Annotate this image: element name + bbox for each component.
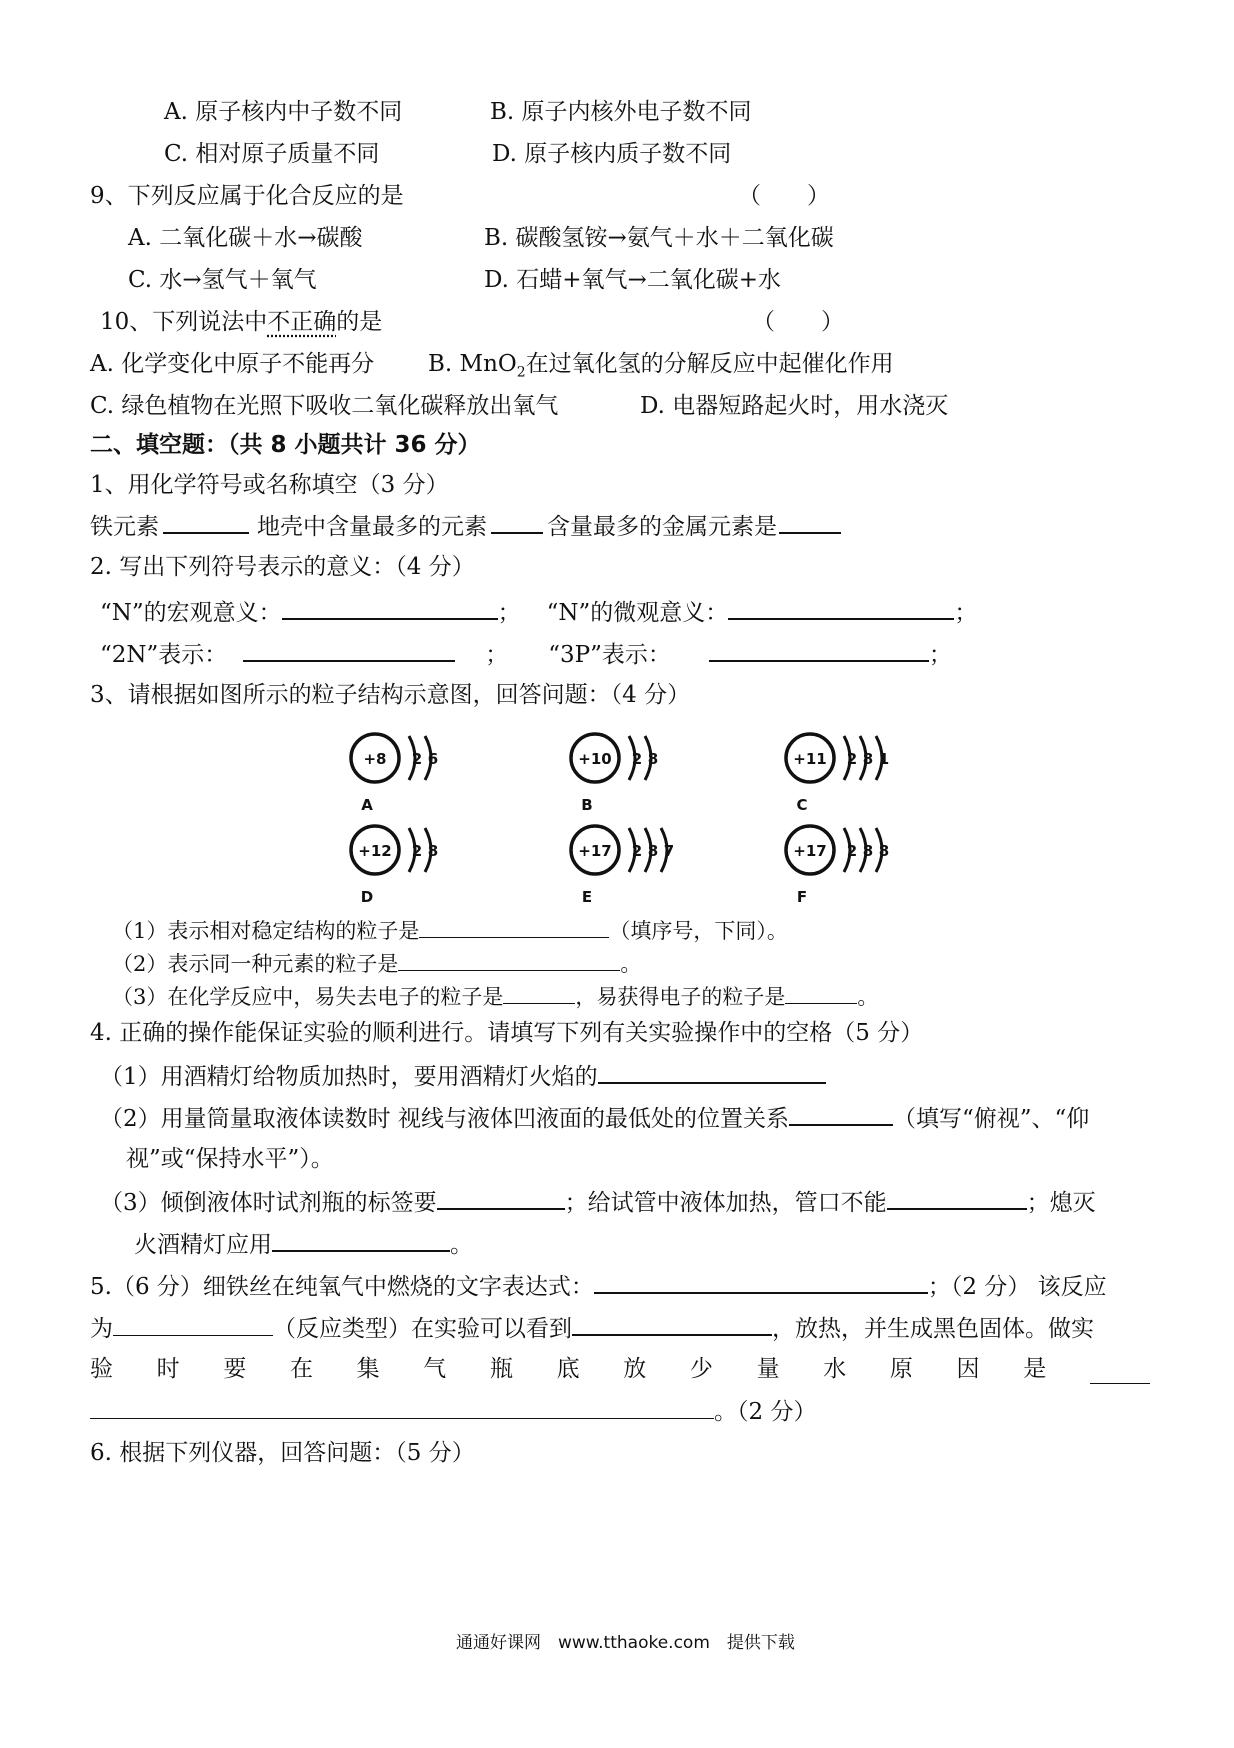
fill1-blank3[interactable] — [779, 510, 841, 534]
fill4-sub3-blank1[interactable] — [437, 1186, 565, 1210]
q10-stem-pre: 10、下列说法中 — [100, 309, 268, 335]
shell-electron-count: 2 — [411, 750, 423, 768]
fill5-line3-char: 验 — [90, 1356, 113, 1382]
fill2-sep1: ； — [497, 600, 521, 626]
fill1-part2: 地壳中含量最多的元素 — [257, 514, 487, 540]
nucleus-charge: +17 — [793, 842, 827, 860]
particle-diagram-a — [351, 734, 438, 814]
fill2-3p-blank[interactable] — [709, 638, 929, 662]
shell-electron-count: 8 — [878, 842, 890, 860]
shell-electron-count: 2 — [631, 750, 643, 768]
fill5-line3-char: 集 — [356, 1356, 380, 1382]
fill5-line3-char: 气 — [423, 1356, 447, 1382]
fill5-line4 — [90, 1396, 816, 1427]
nucleus-charge: +10 — [578, 750, 612, 768]
fill2-2n-blank[interactable] — [243, 638, 455, 662]
q9-stem: 9、下列反应属于化合反应的是 — [90, 183, 404, 209]
fill5-line3-char: 水 — [823, 1356, 847, 1382]
q10-option-b-post: 在过氧化氢的分解反应中起催化作用 — [525, 351, 894, 377]
fill2-stem: 2. 写出下列符号表示的意义：（4 分） — [90, 554, 475, 580]
fill1-stem: 1、用化学符号或名称填空（3 分） — [90, 472, 449, 498]
fill2-micro-blank[interactable] — [728, 596, 954, 620]
fill3-sub3-blank1[interactable] — [503, 981, 575, 1004]
particle-diagram-f — [786, 826, 889, 906]
fill5-line3-char: 少 — [689, 1356, 713, 1382]
fill4-sub3-mid: ；给试管中液体加热，管口不能 — [564, 1190, 887, 1216]
fill5-line3-char: 放 — [623, 1356, 647, 1382]
fill2-sep2: ； — [954, 600, 978, 626]
diagram-label: A — [361, 796, 373, 814]
q9-option-c: C. 水→氢气＋氧气 — [128, 267, 317, 293]
fill5-line3-char: 瓶 — [489, 1356, 513, 1382]
shell-electron-count: 8 — [427, 842, 439, 860]
shell-electron-count: 6 — [427, 750, 439, 768]
q10-option-b — [428, 349, 894, 388]
nucleus-charge: +11 — [793, 750, 827, 768]
fill5-line1-text: 5.（6 分）细铁丝在纯氧气中燃烧的文字表达式： — [90, 1274, 594, 1300]
fill5-blank-reason[interactable] — [90, 1396, 714, 1419]
q8-option-d: D. 原子核内质子数不同 — [492, 141, 732, 167]
fill4-sub2-note: （填写“俯视”、“仰 — [892, 1106, 1090, 1132]
fill3-sub2 — [112, 948, 641, 979]
fill2-macro-blank[interactable] — [282, 596, 498, 620]
fill3-stem: 3、请根据如图所示的粒子结构示意图，回答问题：（4 分） — [90, 682, 691, 708]
particle-diagram-c — [786, 734, 889, 814]
fill3-sub3-text: （3）在化学反应中，易失去电子的粒子是 — [112, 985, 504, 1009]
q10-stem-post: 的是 — [336, 309, 383, 335]
fill5-line3 — [90, 1354, 1150, 1384]
fill4-sub3-cont — [134, 1228, 473, 1260]
fill4-sub2 — [100, 1102, 1089, 1134]
fill2-micro-label: “N”的微观意义： — [546, 600, 729, 626]
fill1-blank1[interactable] — [163, 510, 249, 534]
q10-option-b-sub: 2 — [516, 364, 526, 381]
fill4-sub2-blank[interactable] — [789, 1102, 893, 1126]
shell-electron-count: 7 — [663, 842, 675, 860]
diagram-label: B — [581, 796, 593, 814]
shell-electron-count: 8 — [647, 750, 659, 768]
particle-diagram-d — [351, 826, 438, 906]
fill1-blank2[interactable] — [491, 510, 543, 534]
fill3-sub2-text: （2）表示同一种元素的粒子是 — [112, 952, 399, 976]
fill3-sub1-note: （填序号，下同）。 — [609, 919, 788, 943]
q9-answer-paren: （ ） — [738, 183, 830, 209]
particle-structure-diagrams — [0, 728, 1234, 928]
fill5-blank-reason-start[interactable] — [1090, 1361, 1150, 1384]
fill4-stem: 4. 正确的操作能保证实验的顺利进行。请填写下列有关实验操作中的空格（5 分） — [90, 1020, 924, 1046]
fill3-sub3-end: 。 — [857, 985, 879, 1009]
fill5-line2 — [90, 1312, 1094, 1344]
fill5-line3-char: 原 — [889, 1356, 913, 1382]
fill2-line2 — [100, 638, 952, 670]
q8-option-b: B. 原子内核外电子数不同 — [490, 99, 752, 125]
fill5-line3-char: 量 — [756, 1356, 780, 1382]
fill5-line3-char: 是 — [1023, 1356, 1047, 1382]
particle-diagram-b — [571, 734, 658, 814]
fill5-blank-type[interactable] — [113, 1313, 273, 1336]
fill2-3p-label: “3P”表示： — [548, 642, 671, 668]
fill5-blank-equation[interactable] — [594, 1270, 928, 1294]
fill3-sub3-mid: ，易获得电子的粒子是 — [575, 985, 786, 1009]
shell-electron-count: 2 — [846, 842, 858, 860]
q8-option-c: C. 相对原子质量不同 — [164, 141, 380, 167]
q10-option-c: C. 绿色植物在光照下吸收二氧化碳释放出氧气 — [90, 393, 559, 419]
shell-electron-count: 8 — [862, 842, 874, 860]
fill5-line3-char: 在 — [289, 1356, 313, 1382]
fill2-macro-label: “N”的宏观意义： — [100, 600, 282, 626]
section-title: 二、填空题：（共 8 小题共计 36 分） — [90, 432, 481, 458]
fill4-sub3-end: ；熄灭 — [1026, 1190, 1096, 1216]
fill6-stem: 6. 根据下列仪器，回答问题：（5 分） — [90, 1440, 475, 1466]
fill5-line1-end: ；（2 分） 该反应 — [927, 1274, 1107, 1300]
fill5-line2-b: （反应类型）在实验可以看到 — [273, 1316, 572, 1342]
nucleus-charge: +17 — [578, 842, 612, 860]
nucleus-charge: +8 — [363, 750, 387, 768]
q9-option-d: D. 石蜡+氧气→二氧化碳+水 — [484, 267, 782, 293]
fill5-line3-char: 要 — [223, 1356, 247, 1382]
shell-electron-count: 1 — [878, 750, 890, 768]
fill5-line2-a: 为 — [90, 1316, 113, 1342]
q10-stem — [100, 307, 382, 337]
fill5-line3-char: 因 — [956, 1356, 980, 1382]
shell-electron-count: 2 — [411, 842, 423, 860]
diagram-label: E — [581, 888, 593, 906]
fill4-sub3-blank3[interactable] — [272, 1228, 450, 1252]
q10-option-b-pre: B. MnO — [428, 351, 517, 377]
fill2-sep4: ； — [928, 642, 952, 668]
fill3-sub1-text: （1）表示相对稳定结构的粒子是 — [112, 919, 420, 943]
diagram-label: F — [796, 888, 808, 906]
fill4-sub2-cont: 视”或“保持水平”）。 — [126, 1146, 334, 1172]
fill5-line4-end: 。（2 分） — [714, 1399, 817, 1425]
fill4-sub3-text: （3）倾倒液体时试剂瓶的标签要 — [100, 1190, 437, 1216]
fill2-2n-label: “2N”表示： — [100, 642, 228, 668]
q9-option-b: B. 碳酸氢铵→氨气＋水＋二氧化碳 — [484, 225, 834, 251]
q10-option-d: D. 电器短路起火时，用水浇灭 — [640, 393, 949, 419]
particle-diagram-e — [571, 826, 674, 906]
shell-electron-count: 8 — [647, 842, 659, 860]
fill4-sub1-text: （1）用酒精灯给物质加热时，要用酒精灯火焰的 — [100, 1064, 598, 1090]
fill2-line1 — [100, 596, 977, 628]
fill4-sub3-blank2[interactable] — [887, 1186, 1027, 1210]
fill5-line1 — [90, 1270, 1107, 1302]
fill4-sub1 — [100, 1060, 826, 1092]
q8-option-a: A. 原子核内中子数不同 — [164, 99, 403, 125]
fill4-sub2-text: （2）用量筒量取液体读数时 视线与液体凹液面的最低处的位置关系 — [100, 1106, 789, 1132]
q10-option-a: A. 化学变化中原子不能再分 — [90, 351, 375, 377]
fill4-sub3-cont-text: 火酒精灯应用 — [134, 1232, 272, 1258]
fill4-sub1-blank[interactable] — [598, 1060, 826, 1084]
shell-electron-count: 8 — [862, 750, 874, 768]
fill5-line2-c: ，放热，并生成黑色固体。做实 — [772, 1316, 1094, 1342]
fill3-sub3 — [112, 981, 878, 1012]
fill2-sep3: ； — [485, 642, 509, 668]
fill3-sub3-blank2[interactable] — [785, 981, 857, 1004]
fill5-line3-char: 底 — [556, 1356, 580, 1382]
fill4-sub3 — [100, 1186, 1096, 1218]
q10-answer-paren: （ ） — [752, 309, 844, 335]
fill3-sub1 — [112, 915, 788, 946]
fill3-sub2-end: 。 — [620, 952, 642, 976]
fill3-sub2-blank[interactable] — [398, 948, 620, 971]
fill1-part1: 铁元素 — [90, 514, 159, 540]
q10-stem-emphasis: 不正确 — [267, 309, 337, 335]
fill1-line — [90, 510, 841, 542]
diagram-label: D — [360, 888, 374, 906]
fill4-sub3-cont-end: 。 — [450, 1232, 473, 1258]
diagram-label: C — [796, 796, 808, 814]
shell-electron-count: 2 — [846, 750, 858, 768]
fill1-part3: 含量最多的金属元素是 — [547, 514, 777, 540]
fill5-line3-char: 时 — [156, 1356, 180, 1382]
nucleus-charge: +12 — [358, 842, 392, 860]
fill3-sub1-blank[interactable] — [419, 915, 609, 938]
q9-option-a: A. 二氧化碳＋水→碳酸 — [128, 225, 363, 251]
shell-electron-count: 2 — [631, 842, 643, 860]
footer-source: 通通好课网 www.tthaoke.com 提供下载 — [456, 1633, 795, 1653]
fill5-blank-observe[interactable] — [572, 1312, 772, 1336]
